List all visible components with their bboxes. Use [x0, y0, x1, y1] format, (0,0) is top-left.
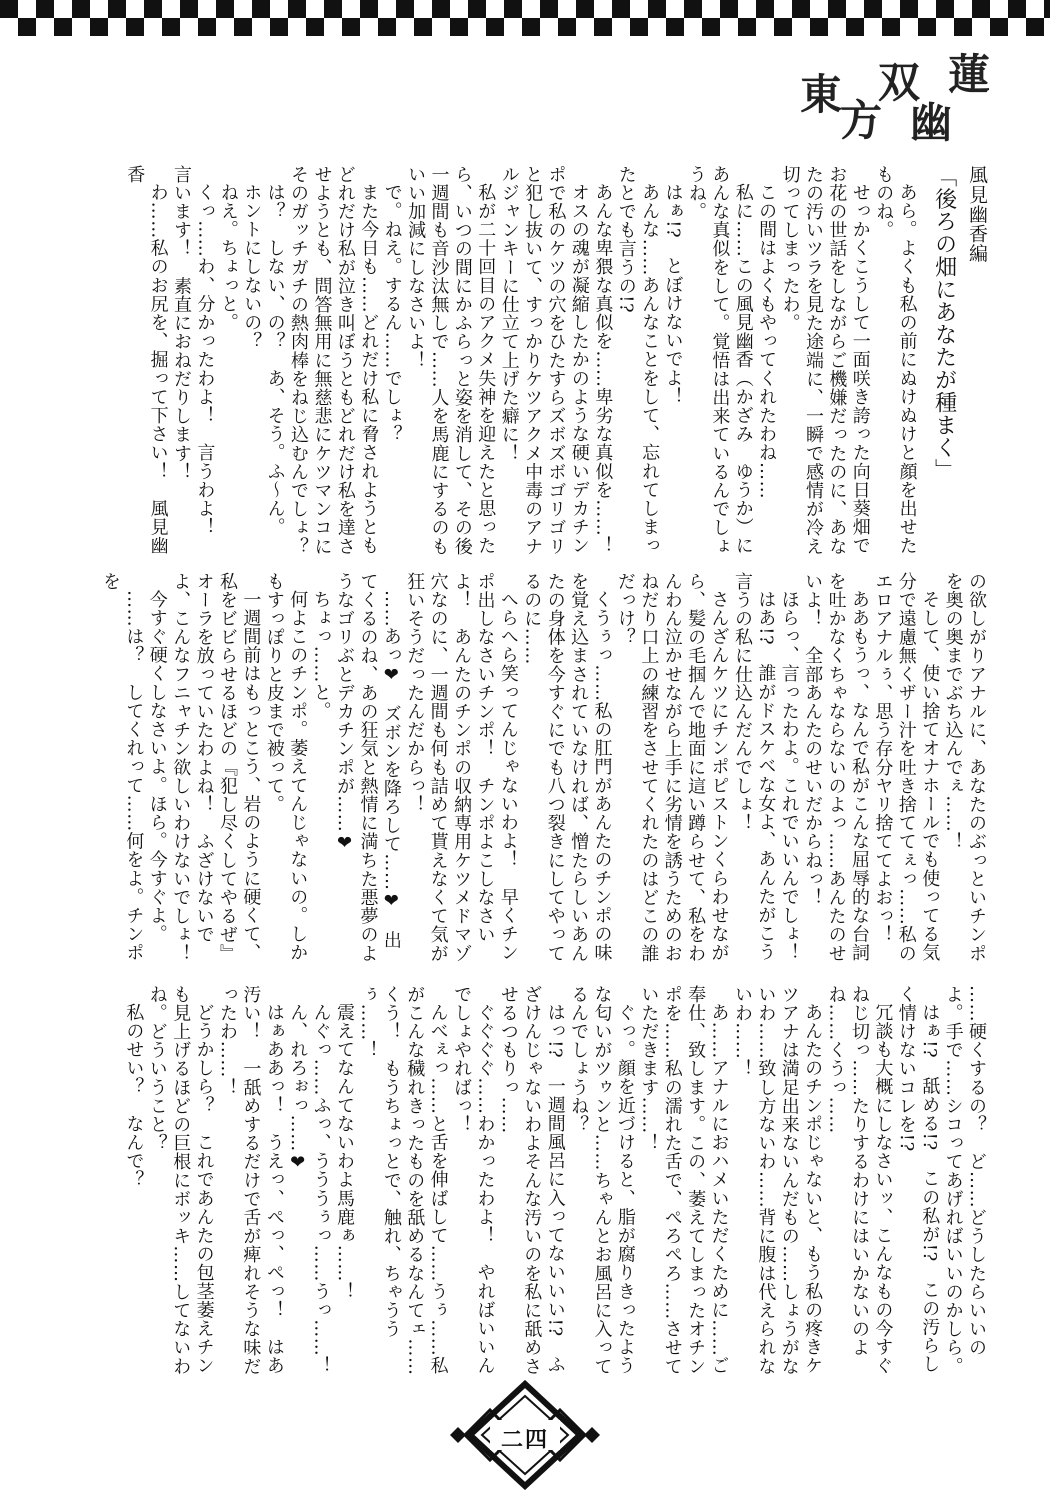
logo-char: 幽 [910, 98, 953, 147]
paragraph: はぁ!? 舐める!? この私が!? この汚らしく情けないコレを!? [895, 985, 941, 1374]
paragraph: ……は？ してくれって……何をよ。チンポを [99, 572, 145, 962]
series-logo [800, 40, 1000, 147]
paragraph: ん、れろぉっ……❤ [287, 1003, 309, 1174]
paragraph: 今すぐ硬くしなさいよ。ほら。今すぐよ。 [146, 590, 168, 944]
checkered-top-border [0, 0, 1050, 36]
paragraph: あんな……あんなことをして、忘れてしまったとでも言うの!? [615, 165, 661, 555]
page-number: 二四 [500, 1427, 549, 1453]
paragraph: ぐっ。顔を近づけると、脂が腐りきったような匂いがツゥンと……ちゃんとお風呂に入ってるんでしょうね？ [568, 985, 636, 1376]
paragraph: ……硬くするの？ ど……どうしたらいいのよ。手で……シコってあげればいいのかしら。 [942, 985, 987, 1376]
paragraph: あ……アナルにおハメいただくために……ご奉仕、致します。この、萎えてしまったオチンポを……私の濡れた舌で、ぺろぺろ……させていただきます……！ [638, 985, 730, 1376]
paragraph: 私のせい？ なんで？ [123, 1003, 145, 1189]
paragraph: んぐっ……ふっ、うううぅっ……うっ……！ [310, 1003, 332, 1375]
paragraph: わ……私のお尻を、掘って下さい！ 風見幽香 [124, 165, 169, 555]
chapter-subtitle: 風見幽香編 [966, 165, 988, 263]
paragraph: 一週間前はもっとこう、岩のように硬くて、私をビビらせるほどの『犯し尽くしてやるぜ』オーラを放っていたわよね！ ふざけないでよ、こんなフニャチン欲しいわけないでしょ！ [170, 572, 262, 963]
paragraph: はあ!? 誰がドスケベな女よ、あんたがこう言うの私に仕込んだんでしょ！ [731, 572, 777, 962]
paragraph: 何よこのチンポ。萎えてんじゃないの。しかもすっぽりと皮まで被って。 [263, 572, 309, 962]
paragraph: の欲しがりアナルに、あなたのぶっといチンポを奥の奥までぶち込んでぇ……！ [942, 572, 987, 963]
paragraph: くっ……わ、分かったわよ！ 言うわよ！ 言います！ 素直におねだりします！ [171, 165, 216, 556]
paragraph: はぁ!? とぼけないでよ！ [662, 183, 684, 406]
paragraph: で。ねえ。するん……でしょ？ [381, 183, 403, 444]
paragraph: さんざんケツにチンポピストンくらわせながら、髪の毛掴んで地面に這い蹲らせて、私をわんわん泣かせながら上手に劣情を誘うためのおねだり口上の練習をさせてくれたのはどこの誰だっけ？ [614, 572, 730, 963]
logo-char: 方 [840, 96, 883, 145]
paragraph: そして、使い捨てオナホールでも使ってる気分で遠慮無くザー汁を吐き捨ててぇっ……私のエロアナルぅ、思う存分ヤリ捨ててよおっ！ [872, 572, 941, 963]
chapter-title: 「後ろの畑にあなたが種まく」 [931, 165, 957, 482]
paragraph: はっ!? 一週間風呂に入ってないいい!? ふざけんじゃないわよそんな汚いのを私に舐めさせるつもりっ…… [497, 985, 566, 1376]
paragraph: あんたのチンポじゃないと、もう私の疼きケツアナは満足出来ないんだもの……しょうがないわ……致し方ないわ……背に腹は代えられないわ……！ [731, 985, 824, 1376]
paragraph: この間はよくもやってくれたわね…… [756, 183, 778, 500]
text-block-bottom [122, 985, 988, 1380]
paragraph: 私に……この風見幽香（かざみ ゆうか）にあんな真似をして。覚悟は出来ているんでしょうね。 [685, 165, 754, 556]
paragraph: 冗談も大概にしなさいッ、こんなもの今すぐねじ切っ……たりするわけにはいかないのよね……くうっ…… [825, 985, 894, 1375]
paragraph: ホントにしないの？ [241, 183, 263, 351]
paragraph: くうぅっ……私の肛門があんたのチンポの味を覚え込まされていなければ、憎たらしいあんたの身体を今すぐにでも八つ裂きにしてやってるのに…… [521, 572, 613, 963]
paragraph: ああもうっ、なんで私がこんな屈辱的な台詞を吐かなくちゃならないのよっ……あんたのせいよ！ 全部あんたのせいだからねっ！ [802, 572, 870, 963]
paragraph: あら。よくも私の前にぬけぬけと顔を出せたものね。 [873, 165, 918, 555]
paragraph: はぁああっ！ うえっ、ぺっ、ぺっ！ はあ汚い！ 一舐めするだけで舌が痺れそうな味だったわ……！ [217, 985, 285, 1376]
text-block-middle [99, 572, 988, 967]
paragraph: ……あっ❤ ズボンを降ろして……❤ 出てくるのね、あの狂気と熱情に満ちた悪夢のようなゴリぶとデカチンポが……❤ [334, 572, 402, 963]
paragraph: へらへら笑ってんじゃないわよ！ 早くチンポ出しなさいチンポ！ チンポよこしなさいよ！ あんたのチンポの収納専用ケツメドマゾ穴なのに、一週間も何も詰めて貰えなくて気が狂いそうだったんだからっ！ [404, 572, 519, 963]
logo-char: 双 [878, 58, 921, 107]
paragraph: また今日も……どれだけ私に脅されようともどれだけ私が泣き叫ぼうともどれだけ私を達させようとも、問答無用に無慈悲にケツマンコにそのガッチガチの熱肉棒をねじ込むんでしょ？ [288, 165, 380, 556]
text-block-top [123, 165, 988, 560]
paragraph: ねえ。ちょっと。 [217, 183, 239, 332]
logo-char: 東 [800, 70, 843, 119]
paragraph: あんな卑猥な真似を……卑劣な真似を……！ [592, 183, 614, 555]
paragraph: せっかくこうして一面咲き誇った向日葵畑でお花の世話をしながらご機嫌だったのに、あなたの汚いツラを見た途端に、一瞬で感情が冷え切ってしまったわ。 [779, 165, 871, 556]
paragraph: ぐぐぐぐ……わかったわよ！ やればいいんでしょやればっ！ [451, 985, 496, 1375]
paragraph: ちょっ……と。 [310, 590, 332, 721]
paragraph: は？ しない、の？ あ、そう。ふ～ん。 [264, 183, 286, 537]
paragraph: んべぇっ……と舌を伸ばして……うぅ……私がこんな穢れきったものを舐めるなんてェ……くう！ もうちょっとで、触れ、ちゃううぅ……！ [357, 985, 449, 1376]
paragraph: どうかしら？ これであんたの包茎萎えチンも見上げるほどの巨根にボッキ……してないわね。どういうこと？ [146, 985, 215, 1376]
paragraph: 私が二十回目のアクメ失神を迎えたと思ったら、いつの間にかふらっと姿を消して、その後一週間も音沙汰無しで……人を馬鹿にするのもいい加減にしなさいよ！ [405, 165, 497, 556]
paragraph: 震えてなんてないわよ馬鹿ぁ……！ [334, 1003, 356, 1301]
paragraph: ほらっ、言ったわよ。これでいいんでしょ！ [778, 590, 800, 962]
logo-char: 蓮 [948, 50, 991, 99]
paragraph: オスの魂が凝縮したかのような硬いデカチンポで私のケツの穴をひたすらズボズボゴリゴリと犯し抜いて、すっかりケツアクメ中毒のアナルジャンキーに仕立て上げた癖に！ [498, 165, 590, 556]
